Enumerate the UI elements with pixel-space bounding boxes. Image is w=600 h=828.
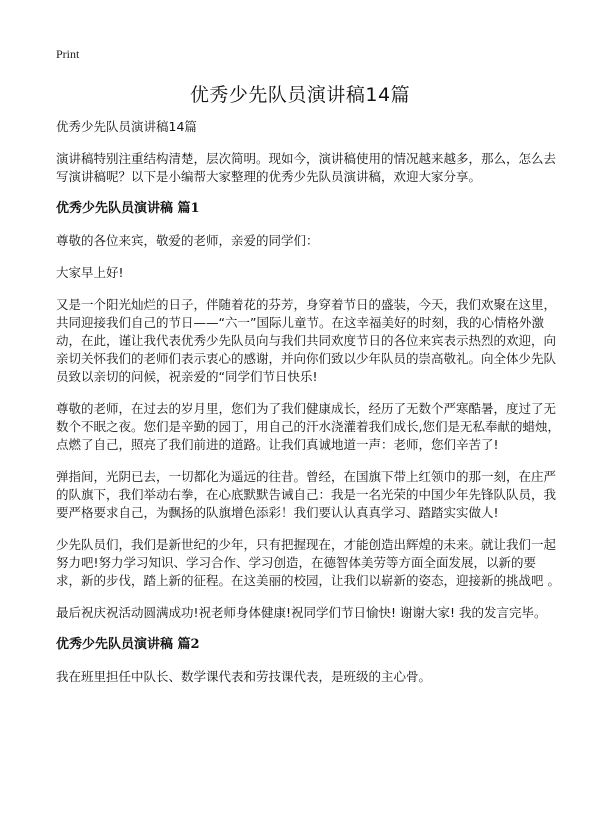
intro-paragraph: 演讲稿特别注重结构清楚，层次简明。现如今，演讲稿使用的情况越来越多，那么，怎么去写演讲稿呢？以下是小编帮大家整理的优秀少先队员演讲稿，欢迎大家分享。	[56, 151, 557, 184]
section-heading-2: 优秀少先队员演讲稿 篇2	[56, 637, 200, 652]
document-body	[56, 118, 560, 700]
body-paragraph: 我在班里担任中队长、数学课代表和劳技课代表，是班级的主心骨。	[56, 669, 432, 684]
print-link[interactable]: Print	[56, 47, 80, 61]
body-paragraph: 少先队员们，我们是新世纪的少年，只有把握现在，才能创造出辉煌的未来。就让我们一起努力吧!努力学习知识、学习合作、学习创造，在德智体美劳等方面全面发展，以新的要求，新的步伐，踏上新的征程。在这美丽的校园，让我们以崭新的姿态，迎接新的挑战吧 。	[56, 537, 560, 588]
closing-paragraph: 最后祝庆祝活动圆满成功!祝老师身体健康!祝同学们节日愉快! 谢谢大家! 我的发言完毕。	[56, 605, 547, 620]
greeting-paragraph: 大家早上好!	[56, 265, 124, 280]
section-heading-1: 优秀少先队员演讲稿 篇1	[56, 201, 200, 216]
body-paragraph: 弹指间，光阴已去，一切都化为遥远的往昔。曾经，在国旗下带上红领巾的那一刻，在庄严的队旗下，我们举动右拳，在心底默默告诫自己：我是一名光荣的中国少年先锋队队员，我要严格要求自己，为飘扬的队旗增色添彩！我们要认认真真学习、踏踏实实做人!	[56, 469, 557, 520]
document-title: 优秀少先队员演讲稿14篇	[189, 84, 411, 106]
body-paragraph: 又是一个阳光灿烂的日子，伴随着花的芬芳，身穿着节日的盛装，今天，我们欢聚在这里，共同迎接我们自己的节日——“六一”国际儿童节。在这幸福美好的时刻，我的心情格外激动，在此，谨让我代表优秀少先队员向与我们共同欢度节日的各位来宾表示热烈的欢迎，向亲切关怀我们的老师们表示衷心的感谢，并向你们致以少年队员的崇高敬礼。向全体少先队员致以亲切的问候，祝亲爱的“同学们节日快乐!	[56, 297, 557, 384]
salutation-paragraph: 尊敬的各位来宾，敬爱的老师，亲爱的同学们：	[56, 233, 319, 248]
body-paragraph: 尊敬的老师，在过去的岁月里，您们为了我们健康成长，经历了无数个严寒酷暑，度过了无数个不眠之夜。您们是辛勤的园丁，用自己的汗水浇灌着我们成长,您们是无私奉献的蜡烛，点燃了自己，照亮了我们前进的道路。让我们真诚地道一声：老师，您们辛苦了!	[56, 401, 560, 452]
document-subtitle: 优秀少先队员演讲稿14篇	[56, 119, 197, 134]
